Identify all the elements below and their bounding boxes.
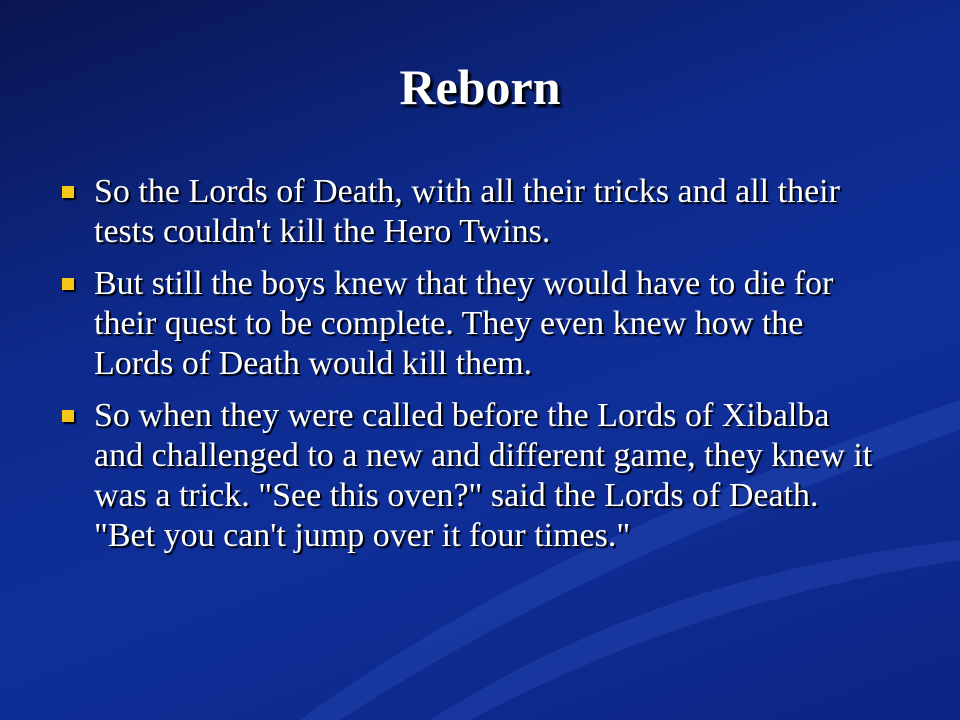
- bullet-item: [60, 396, 880, 556]
- bullet-item: [60, 172, 880, 252]
- bullet-text: So the Lords of Death, with all their tricks and all their tests couldn't kill the Hero Twins.: [94, 173, 840, 250]
- square-bullet-icon: [62, 410, 74, 422]
- slide-title: Reborn: [399, 59, 561, 115]
- bullet-list: [60, 172, 880, 568]
- bullet-text: But still the boys knew that they would have to die for their quest to be complete. They even knew how the Lords of Death would kill them.: [94, 265, 834, 382]
- bullet-item: [60, 264, 880, 384]
- square-bullet-icon: [62, 186, 74, 198]
- square-bullet-icon: [62, 278, 74, 290]
- bullet-text: So when they were called before the Lords of Xibalba and challenged to a new and different game, they knew it was a trick. "See this oven?" said the Lords of Death. "Bet you can't jump over it four times.": [94, 397, 873, 554]
